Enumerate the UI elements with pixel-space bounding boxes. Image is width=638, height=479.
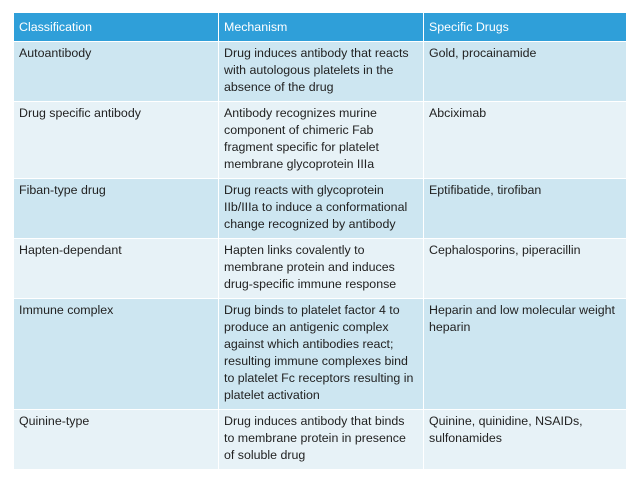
table-row <box>14 102 627 179</box>
cell-mechanism: Drug induces antibody that binds to membrane protein in presence of soluble drug <box>219 410 424 470</box>
table-row <box>14 299 627 410</box>
header-specific-drugs: Specific Drugs <box>424 13 627 42</box>
cell-mechanism: Drug binds to platelet factor 4 to produce an antigenic complex against which antibodies react; resulting immune complexes bind to platelet Fc receptors resulting in platelet activation <box>219 299 424 410</box>
cell-mechanism: Drug induces antibody that reacts with autologous platelets in the absence of the drug <box>219 42 424 102</box>
table-row <box>14 239 627 299</box>
cell-specific-drugs: Gold, procainamide <box>424 42 627 102</box>
cell-classification: Quinine-type <box>14 410 219 470</box>
cell-mechanism: Drug reacts with glycoprotein IIb/IIIa to induce a conformational change recognized by antibody <box>219 179 424 239</box>
cell-specific-drugs: Eptifibatide, tirofiban <box>424 179 627 239</box>
cell-specific-drugs: Abciximab <box>424 102 627 179</box>
cell-classification: Drug specific antibody <box>14 102 219 179</box>
cell-classification: Autoantibody <box>14 42 219 102</box>
header-mechanism: Mechanism <box>219 13 424 42</box>
cell-mechanism: Antibody recognizes murine component of chimeric Fab fragment specific for platelet membrane glycoprotein IIIa <box>219 102 424 179</box>
table-row <box>14 179 627 239</box>
cell-specific-drugs: Cephalosporins, piperacillin <box>424 239 627 299</box>
drug-classification-table <box>13 12 627 470</box>
cell-classification: Fiban-type drug <box>14 179 219 239</box>
table-row <box>14 410 627 470</box>
cell-classification: Hapten-dependant <box>14 239 219 299</box>
cell-mechanism: Hapten links covalently to membrane protein and induces drug-specific immune response <box>219 239 424 299</box>
table-row <box>14 42 627 102</box>
cell-classification: Immune complex <box>14 299 219 410</box>
header-classification: Classification <box>14 13 219 42</box>
cell-specific-drugs: Heparin and low molecular weight heparin <box>424 299 627 410</box>
cell-specific-drugs: Quinine, quinidine, NSAIDs, sulfonamides <box>424 410 627 470</box>
table-header-row <box>14 13 627 42</box>
